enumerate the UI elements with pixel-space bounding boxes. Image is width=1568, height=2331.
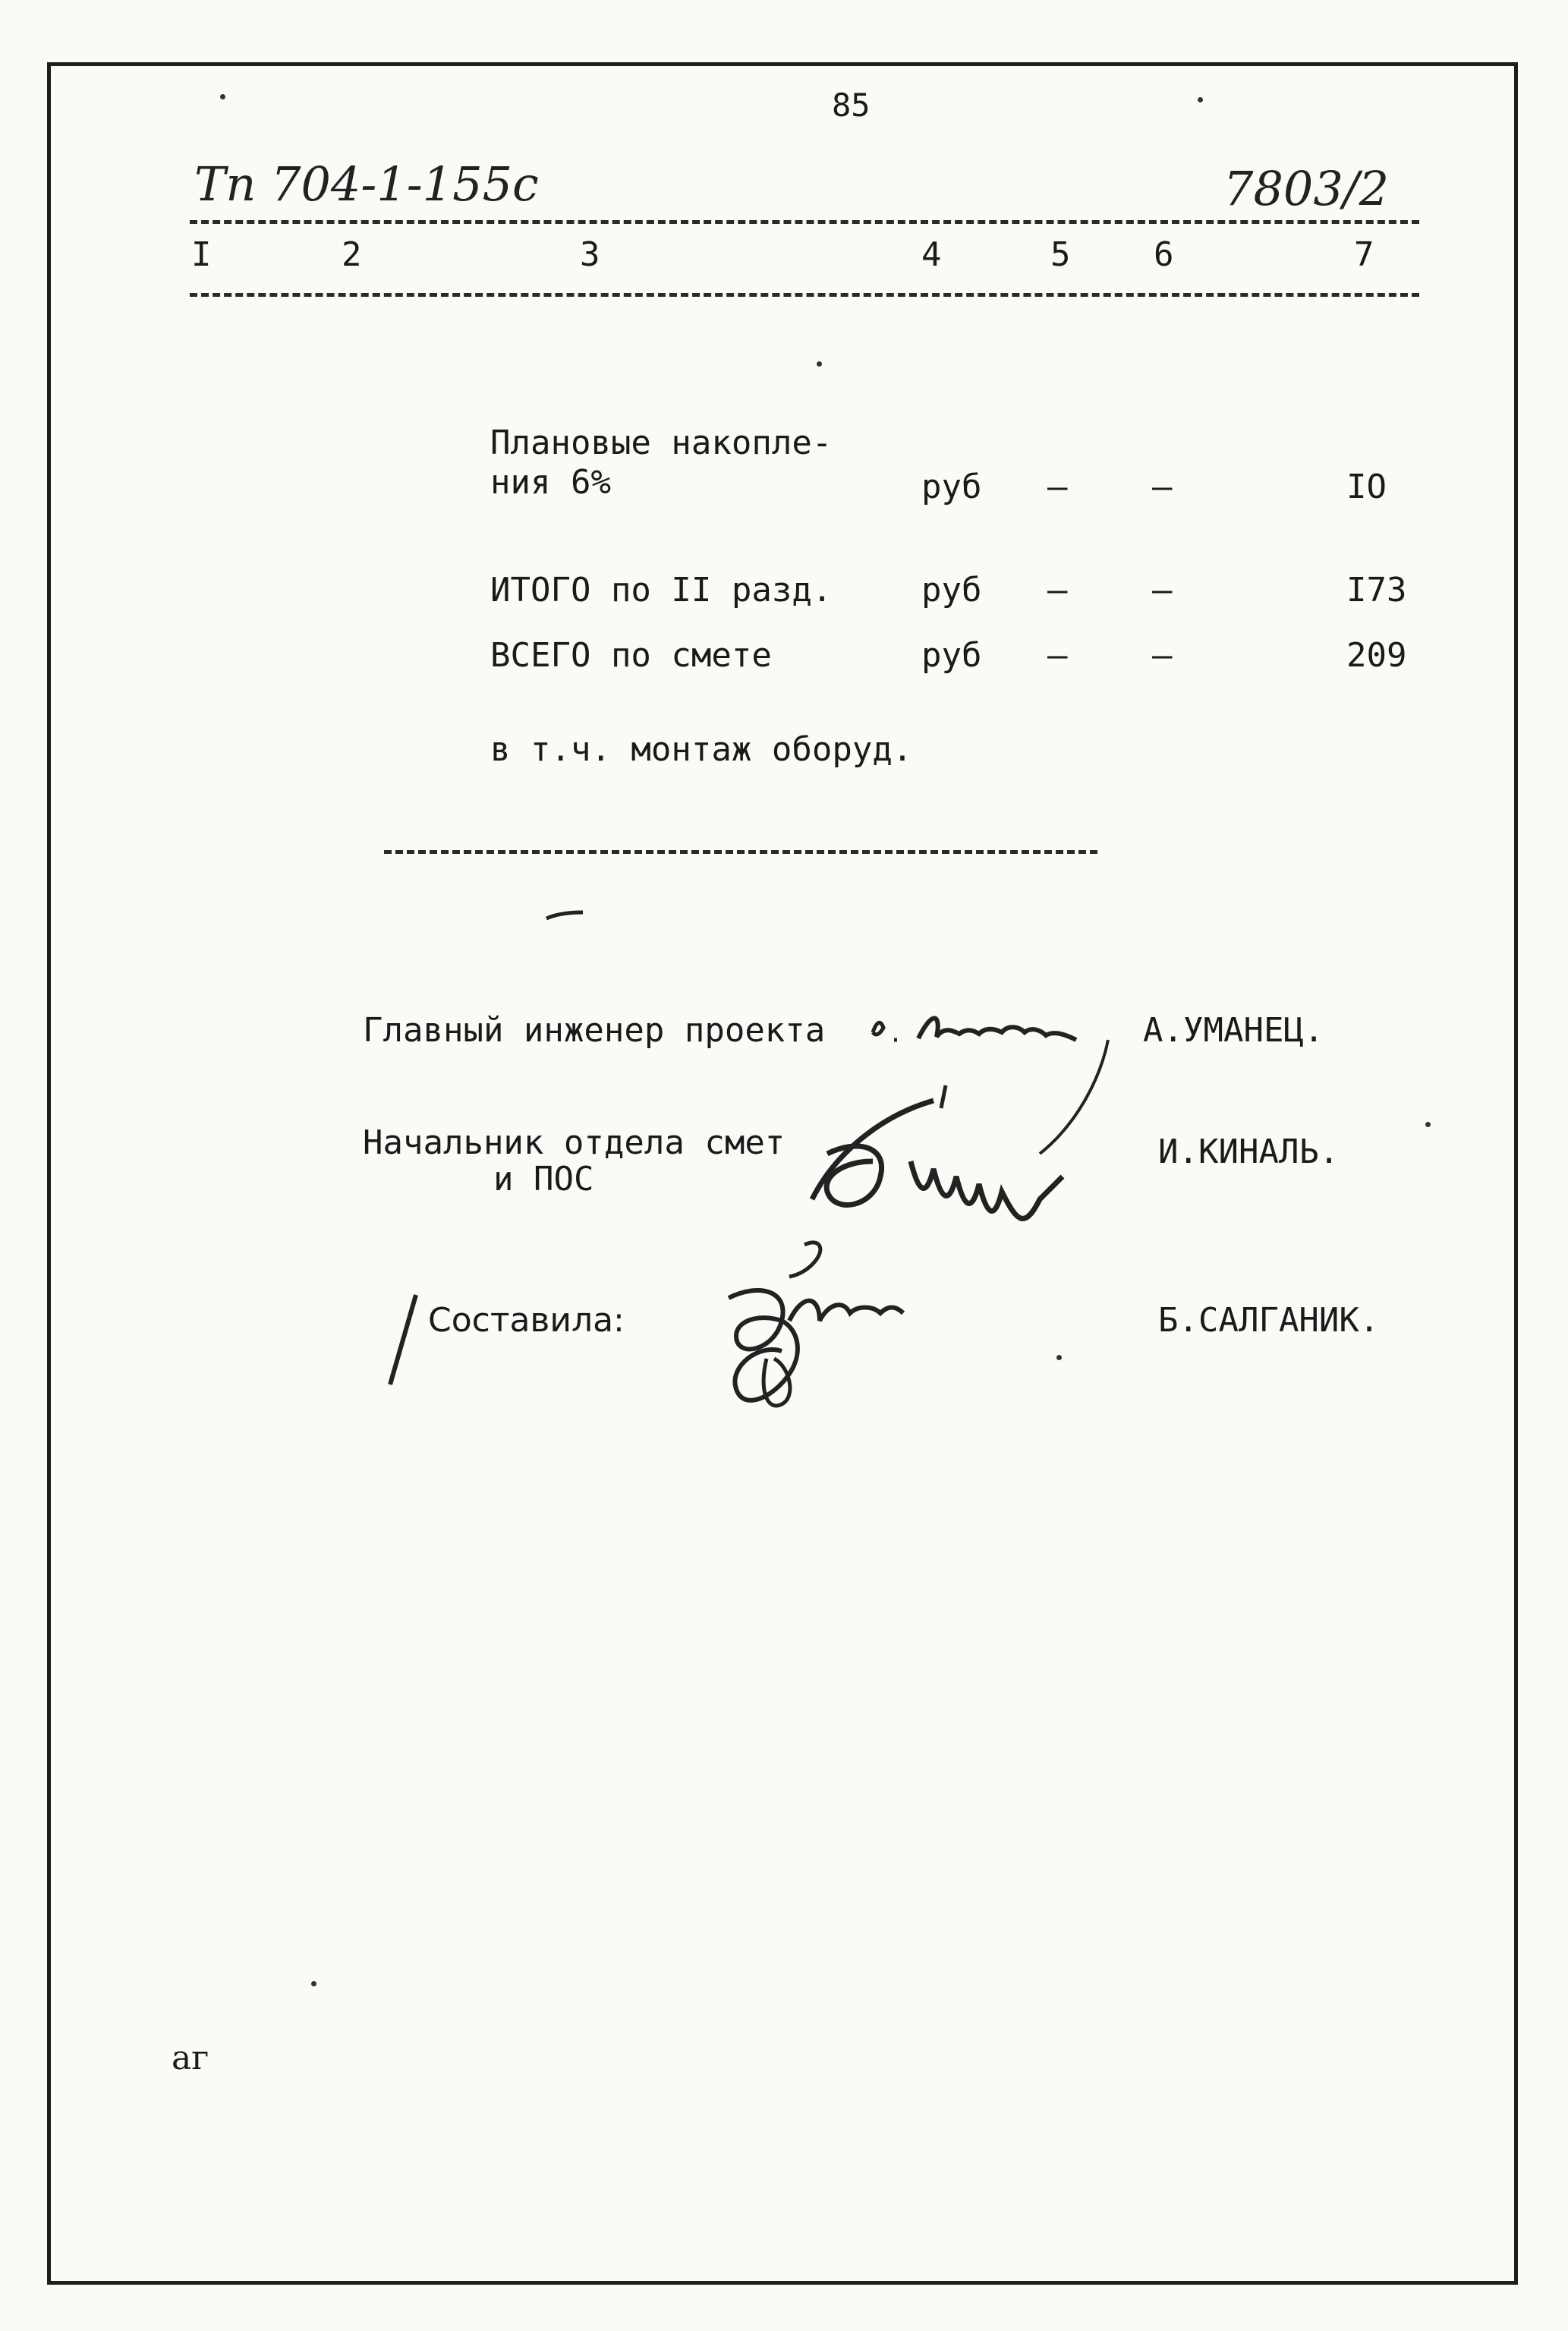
page-border — [47, 62, 1518, 2285]
col-3-header: 3 — [580, 235, 600, 274]
estimates-head-title-cont: и ПОС — [493, 1160, 594, 1199]
row-value: 209 — [1346, 636, 1407, 675]
section-separator — [384, 850, 1097, 854]
col-5-header: 5 — [1050, 235, 1071, 274]
col-4-header: 4 — [921, 235, 942, 274]
chief-engineer-name: А.УМАНЕЦ. — [1143, 1011, 1324, 1050]
scan-speck — [817, 361, 822, 367]
row-label: ВСЕГО по смете — [490, 636, 772, 675]
estimates-head-name: И.КИНАЛЬ. — [1158, 1132, 1340, 1171]
scan-speck — [1198, 97, 1203, 102]
margin-stroke — [379, 1290, 425, 1389]
col-2-header: 2 — [342, 235, 362, 274]
row-label: ИТОГО по II разд. — [490, 571, 833, 610]
row-unit: руб — [921, 468, 982, 506]
row-value: I73 — [1346, 571, 1407, 610]
row-unit: руб — [921, 636, 982, 675]
row-col6: – — [1152, 636, 1173, 675]
scan-speck — [311, 1981, 316, 1986]
row-col5: – — [1047, 468, 1068, 506]
small-dash-mark — [543, 908, 589, 923]
row-col5: – — [1047, 571, 1068, 610]
row-value: IO — [1346, 468, 1387, 506]
row-col6: – — [1152, 571, 1173, 610]
signature-salganik — [683, 1230, 941, 1435]
scan-speck — [220, 94, 225, 99]
col-1-header: I — [191, 235, 212, 274]
compiler-title: Составила: — [428, 1301, 625, 1340]
footer-mark: аг — [172, 2039, 209, 2077]
chief-engineer-title: Главный инженер проекта — [363, 1011, 826, 1050]
project-code: Тп 704-1-155с — [194, 156, 539, 212]
header-rule-top — [190, 220, 1419, 224]
row-label: Плановые накопле- — [490, 424, 833, 462]
compiler-name: Б.САЛГАНИК. — [1158, 1301, 1380, 1340]
scan-speck — [1056, 1355, 1062, 1360]
row-unit: руб — [921, 571, 982, 610]
scan-speck — [1425, 1122, 1431, 1127]
col-6-header: 6 — [1154, 235, 1174, 274]
signature-kinal — [797, 1078, 1116, 1252]
note-line: в т.ч. монтаж оборуд. — [490, 730, 913, 769]
row-label-cont: ния 6% — [490, 463, 611, 502]
header-rule-bottom — [190, 293, 1419, 297]
row-col5: – — [1047, 636, 1068, 675]
sheet-code: 7803/2 — [1223, 161, 1390, 216]
page-number: 85 — [832, 87, 871, 124]
estimates-head-title: Начальник отдела смет — [363, 1123, 786, 1162]
row-col6: – — [1152, 468, 1173, 506]
col-7-header: 7 — [1354, 235, 1374, 274]
